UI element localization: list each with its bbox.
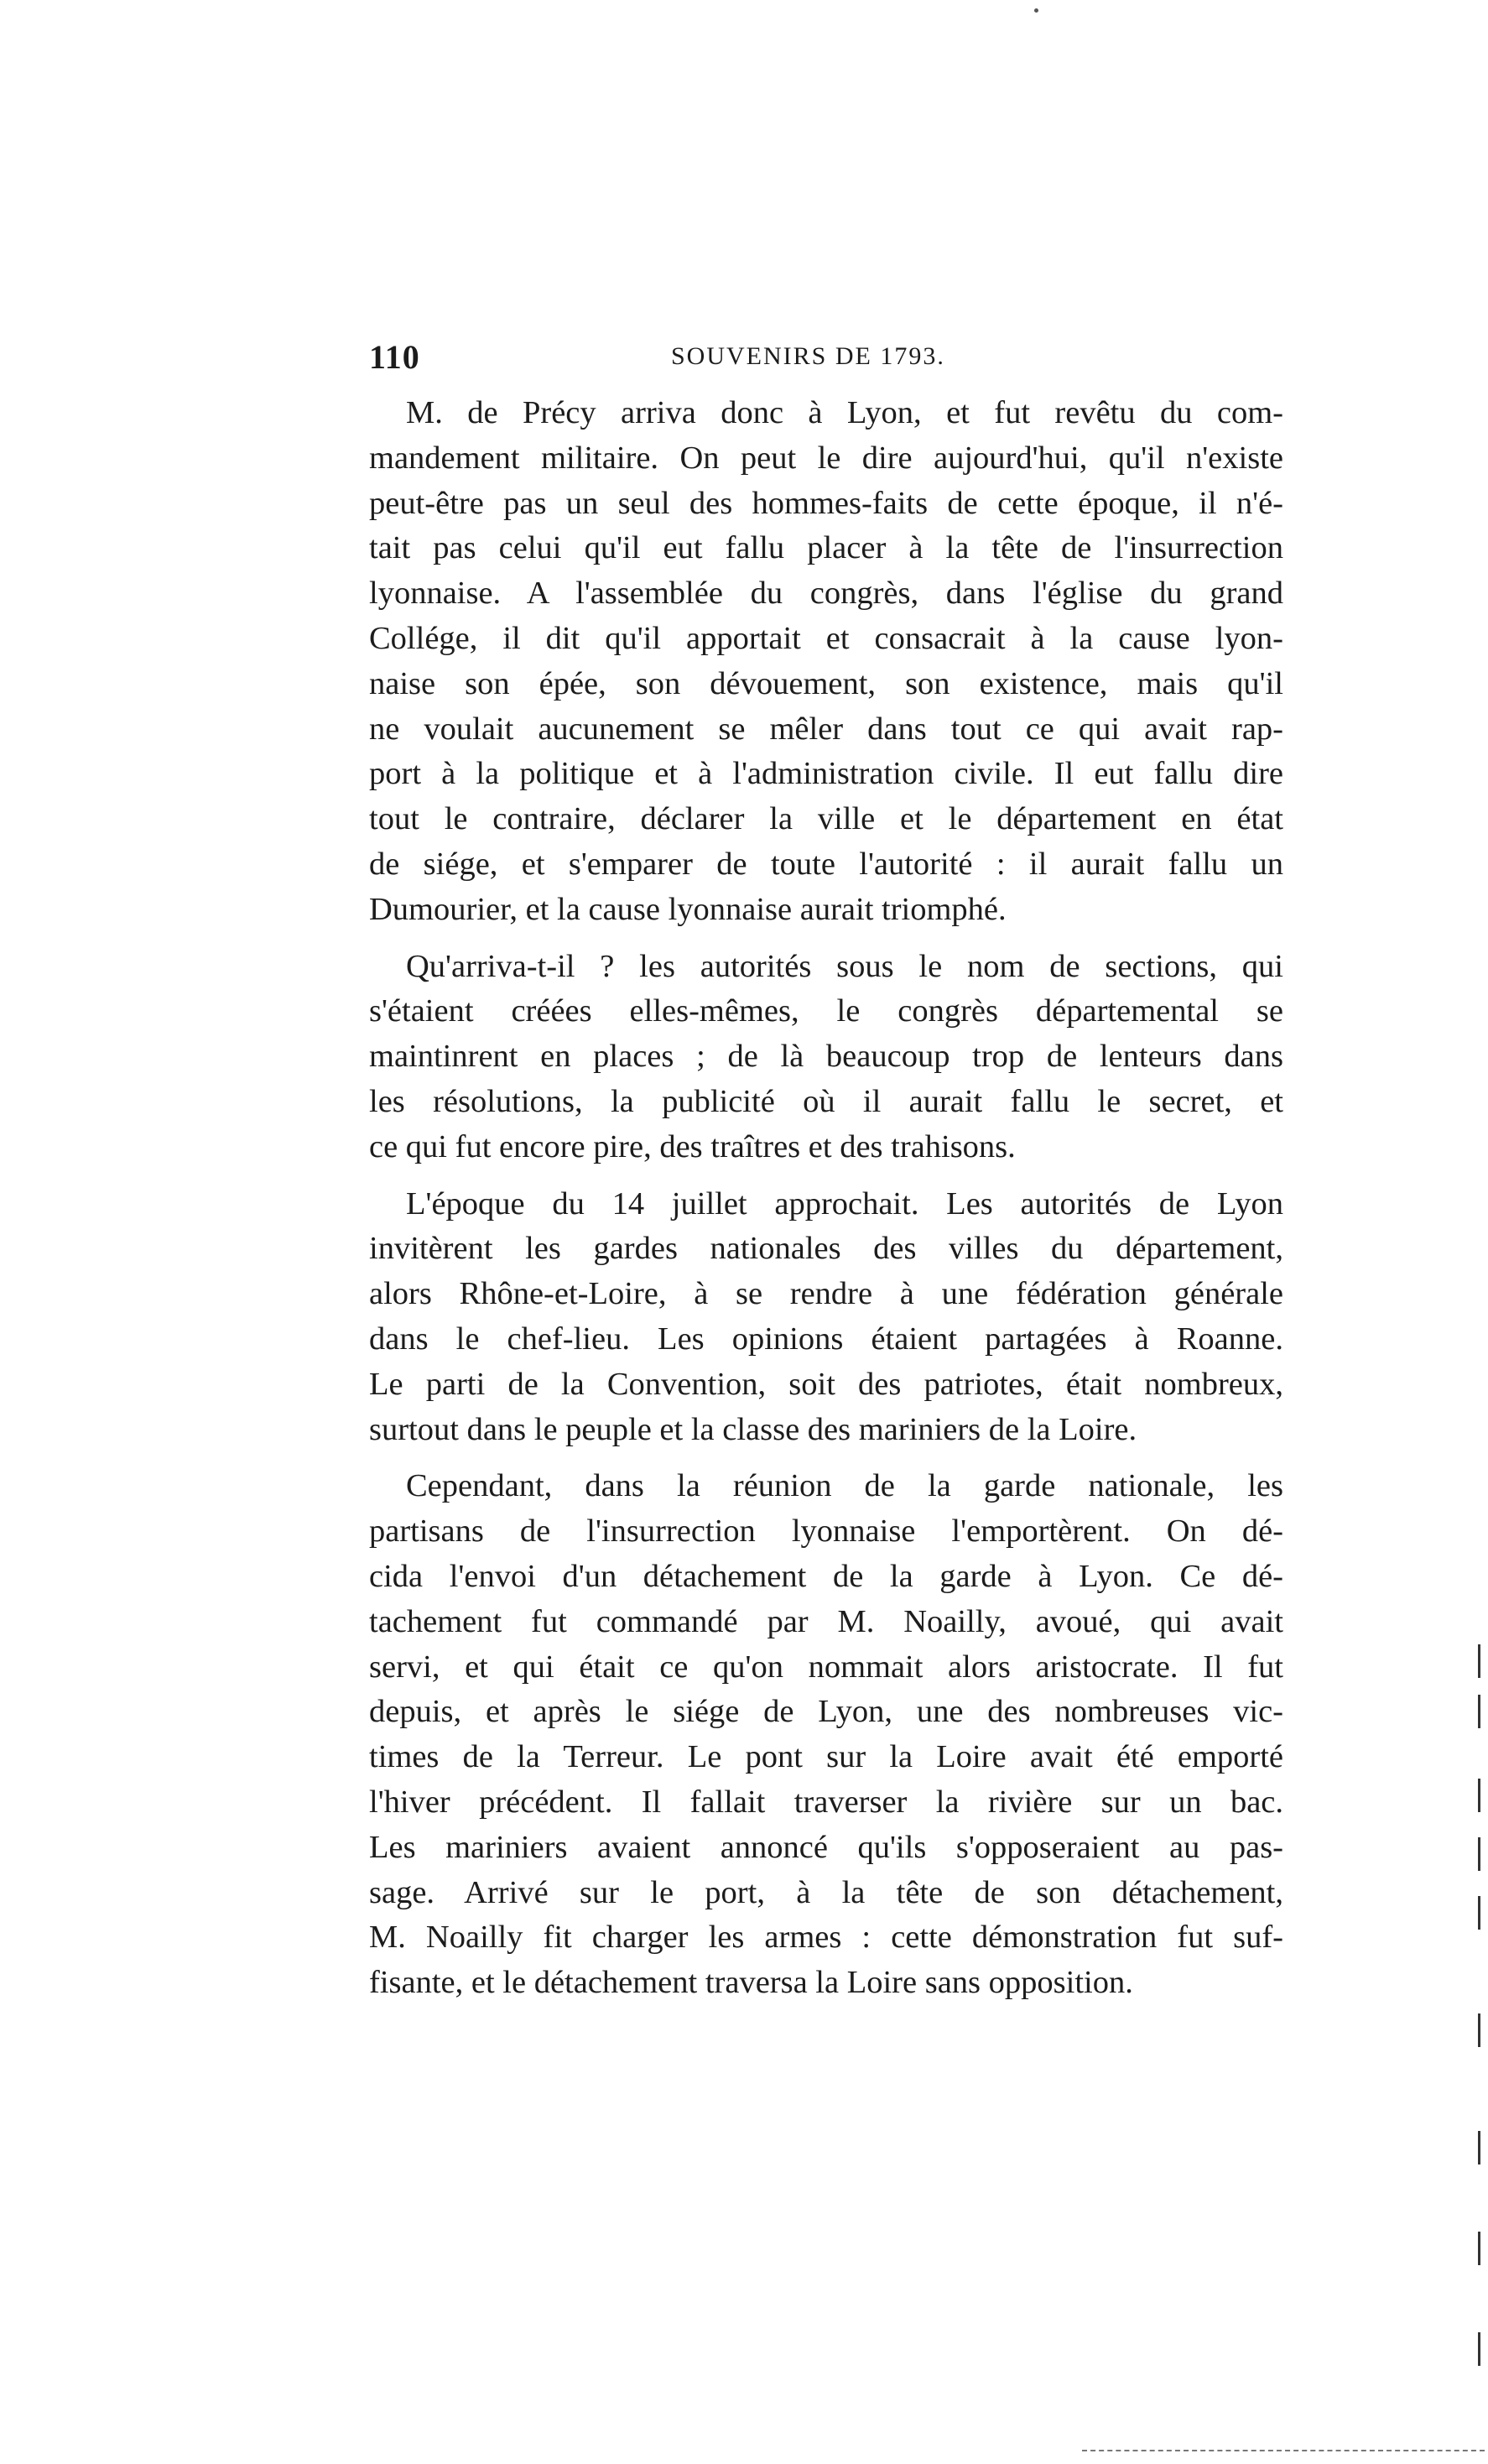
text-line: Collége, il dit qu'il apportait et consacrait à la cause lyon- [369,620,1283,656]
text-line: maintinrent en places ; de là beaucoup trop de lenteurs dans [369,1039,1283,1075]
text-line: Cependant, dans la réunion de la garde nationale, les [406,1468,1283,1504]
scan-edge-mark [1478,1695,1480,1728]
speck-mark [1034,8,1038,13]
text-line: Les mariniers avaient annoncé qu'ils s'opposeraient au pas- [369,1829,1283,1865]
running-title: SOUVENIRS DE 1793. [671,342,945,370]
paragraph-gap [369,1452,1283,1464]
text-line: dans le chef-lieu. Les opinions étaient partagées à Roanne. [369,1321,1283,1357]
scan-edge-mark [1478,1644,1480,1678]
text-line: fisante, et le détachement traversa la Loire sans opposition. [369,1965,1133,2001]
text-line: mandement militaire. On peut le dire aujourd'hui, qu'il n'existe [369,440,1283,476]
text-line: naise son épée, son dévouement, son existence, mais qu'il [369,665,1283,701]
text-line: times de la Terreur. Le pont sur la Loire avait été emporté [369,1739,1283,1775]
paragraph [369,1182,1283,1453]
paragraph-gap [369,933,1283,945]
text-line: peut-être pas un seul des hommes-faits de cette époque, il n'é- [369,485,1283,521]
paragraph [369,1464,1283,2006]
text-line: Dumourier, et la cause lyonnaise aurait triomphé. [369,891,1007,927]
text-line: alors Rhône-et-Loire, à se rendre à une fédération générale [369,1276,1283,1312]
scan-edge-mark [1478,1896,1480,1930]
text-line: les résolutions, la publicité où il aurait fallu le secret, et [369,1083,1283,1119]
text-line: tachement fut commandé par M. Noailly, avoué, qui avait [369,1603,1283,1639]
text-line: port à la politique et à l'administration civile. Il eut fallu dire [369,756,1283,792]
page-number: 110 [369,338,420,376]
text-line: invitèrent les gardes nationales des villes du département, [369,1231,1283,1267]
body-text [369,391,1283,2006]
text-line: tout le contraire, déclarer la ville et le département en état [369,801,1283,837]
text-line: Le parti de la Convention, soit des patriotes, était nombreux, [369,1366,1283,1402]
scan-bottom-edge [1082,2450,1485,2451]
text-line: M. de Précy arriva donc à Lyon, et fut revêtu du com- [406,395,1283,430]
paragraph [369,391,1283,933]
paragraph [369,945,1283,1170]
text-line: M. Noailly fit charger les armes : cette démonstration fut suf- [369,1920,1283,1956]
scan-edge-mark [1478,2131,1480,2164]
text-line: s'étaient créées elles-mêmes, le congrès départemental se [369,993,1283,1029]
text-line: servi, et qui était ce qu'on nommait alors aristocrate. Il fut [369,1649,1283,1685]
scan-edge-mark [1478,2332,1480,2366]
scan-edge-mark [1478,2232,1480,2265]
text-line: tait pas celui qu'il eut fallu placer à la tête de l'insurrection [369,530,1283,566]
text-line: cida l'envoi d'un détachement de la garde à Lyon. Ce dé- [369,1558,1283,1594]
scan-edge-mark [1478,2013,1480,2047]
text-line: sage. Arrivé sur le port, à la tête de son détachement, [369,1874,1283,1910]
text-line: lyonnaise. A l'assemblée du congrès, dans l'église du grand [369,576,1283,612]
text-line: L'époque du 14 juillet approchait. Les autorités de Lyon [406,1185,1283,1222]
paragraph-gap [369,1170,1283,1182]
text-line: de siége, et s'emparer de toute l'autorité : il aurait fallu un [369,846,1283,882]
text-line: partisans de l'insurrection lyonnaise l'emportèrent. On dé- [369,1513,1283,1550]
text-line: l'hiver précédent. Il fallait traverser la rivière sur un bac. [369,1784,1283,1820]
text-line: Qu'arriva-t-il ? les autorités sous le nom de sections, qui [406,948,1283,984]
text-line: ne voulait aucunement se mêler dans tout ce qui avait rap- [369,711,1283,747]
scan-edge-mark [1478,1837,1480,1871]
text-line: depuis, et après le siége de Lyon, une des nombreuses vic- [369,1694,1283,1730]
scan-edge-mark [1478,1779,1480,1812]
text-line: surtout dans le peuple et la classe des mariniers de la Loire. [369,1411,1137,1447]
scan-edge-marks [1478,1644,1481,2399]
running-head [369,337,1283,388]
text-line: ce qui fut encore pire, des traîtres et des trahisons. [369,1128,1016,1164]
